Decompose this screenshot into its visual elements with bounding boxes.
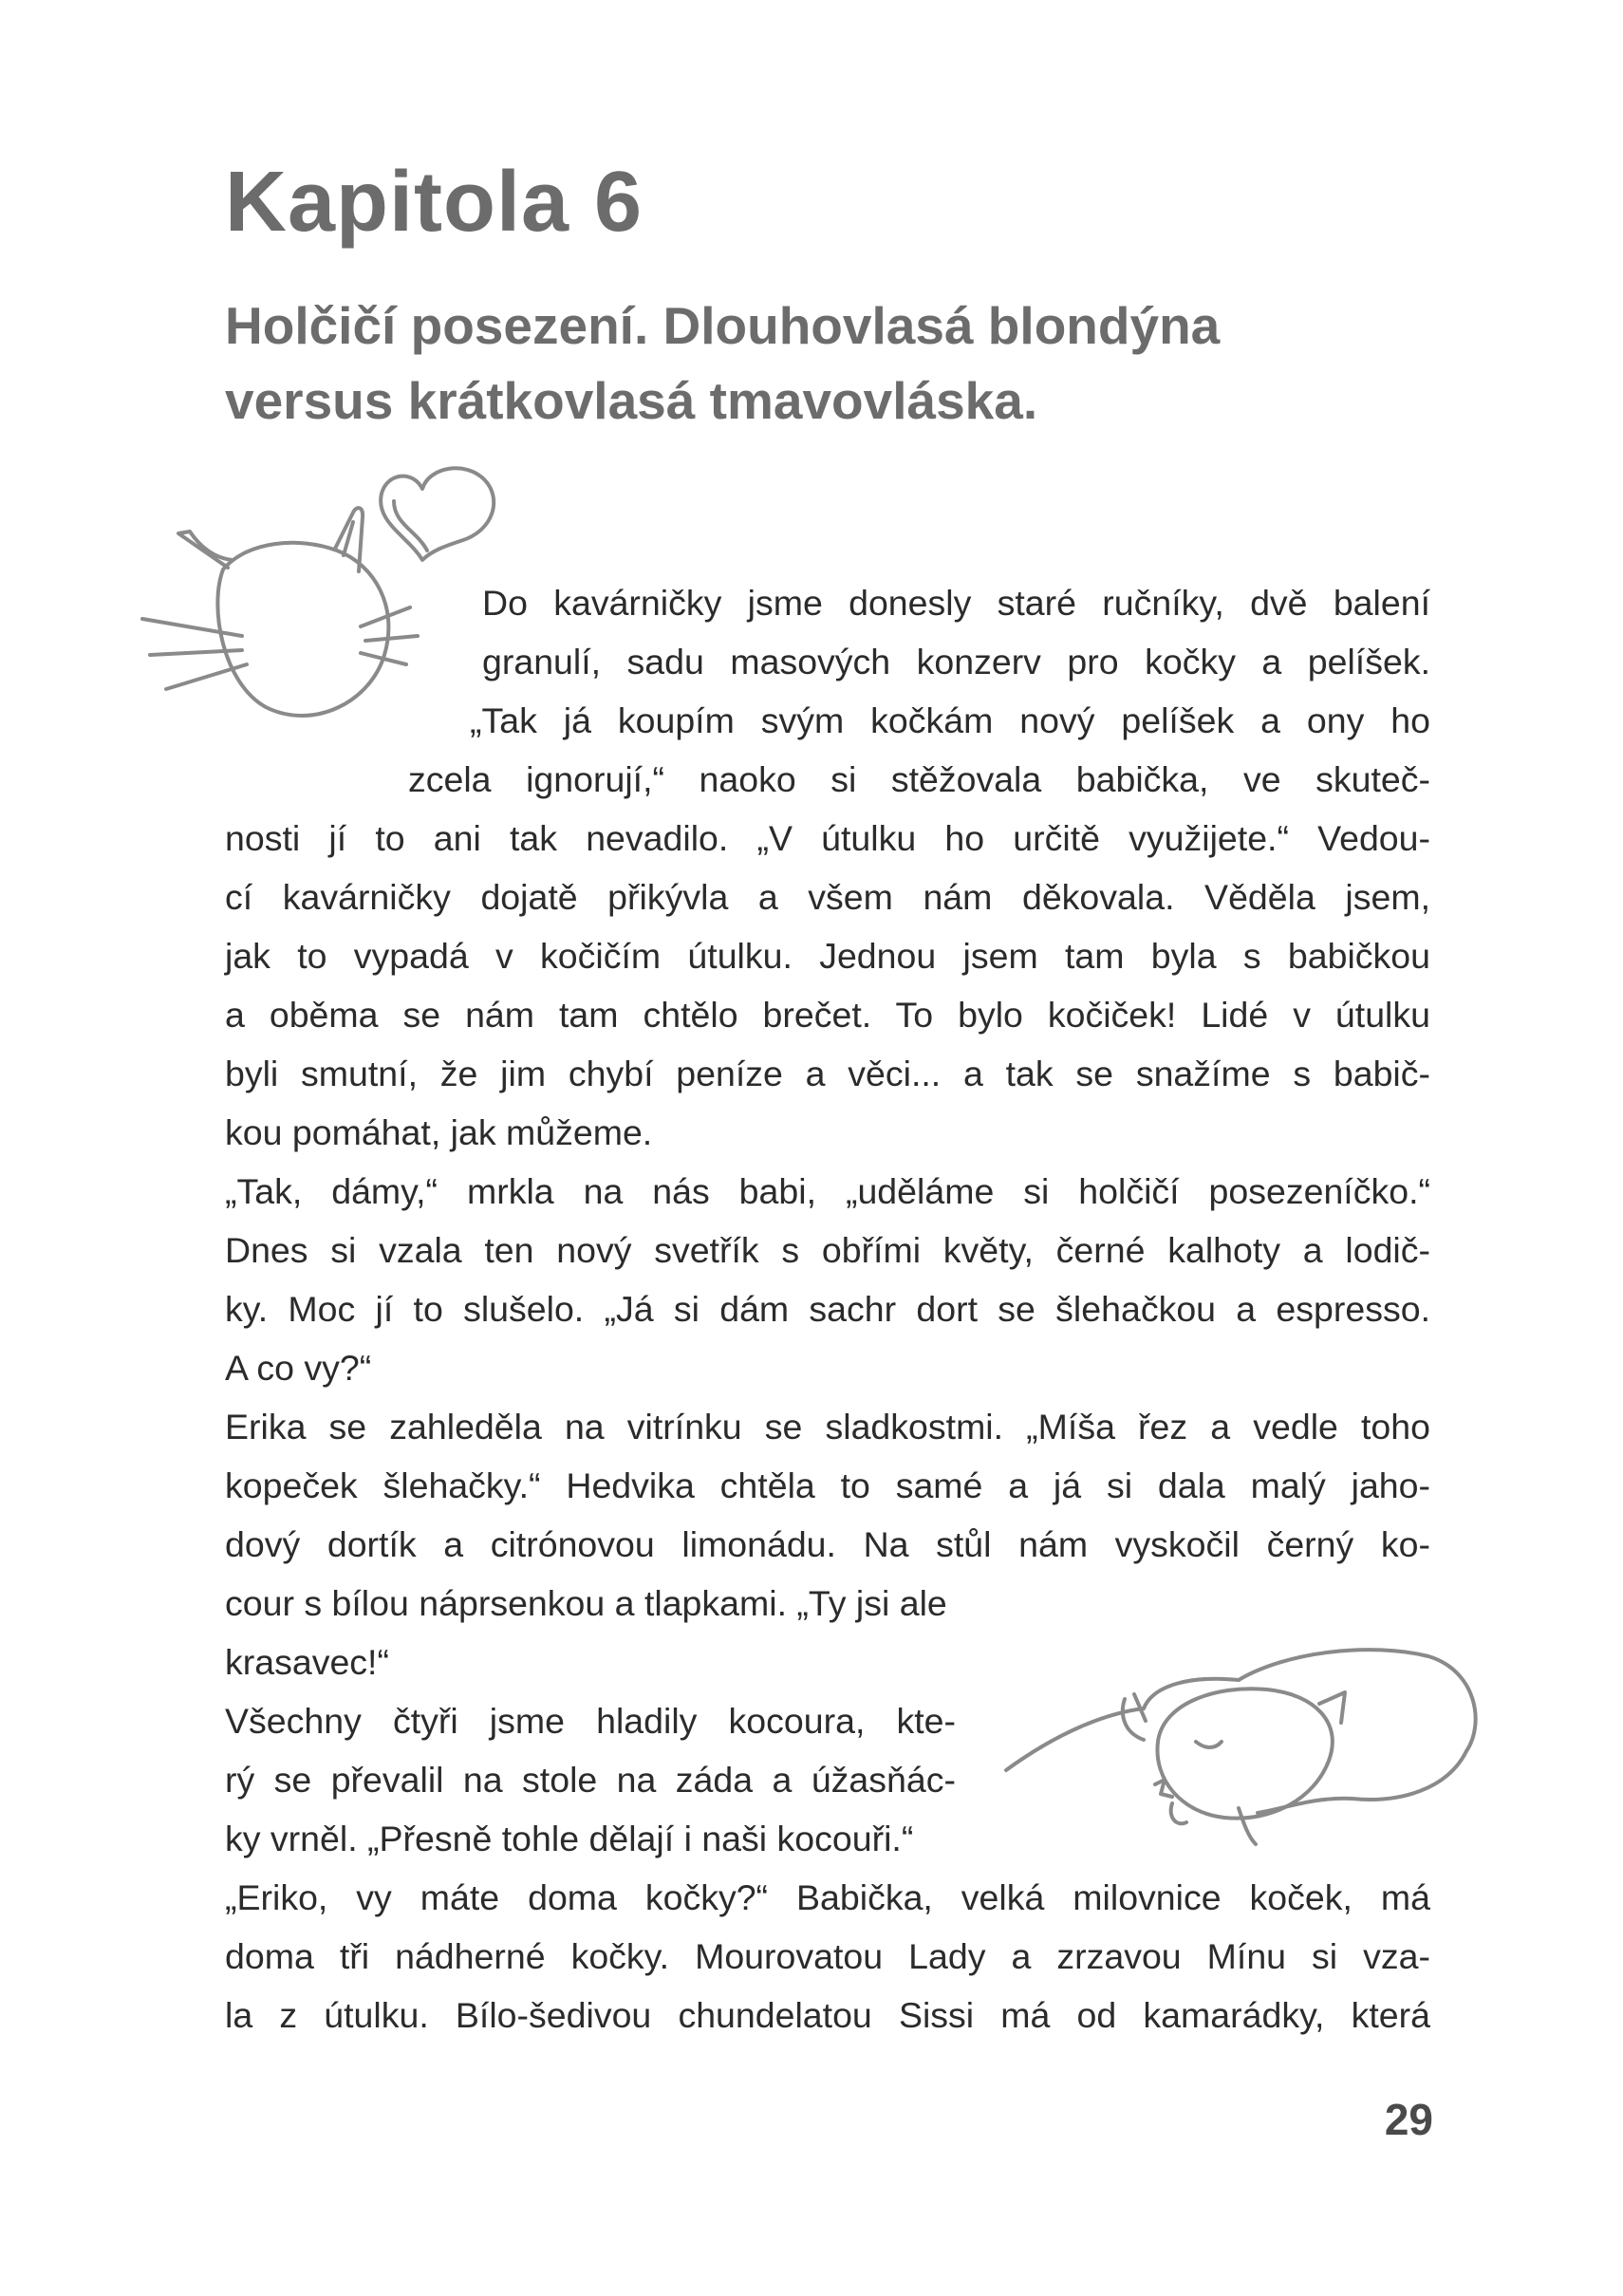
text-line: A co vy?“ <box>225 1348 372 1388</box>
text-line: a oběma se nám tam chtělo brečet. To bylo kočiček! Lidé v útulku <box>225 995 1430 1035</box>
text-line: kou pomáhat, jak můžeme. <box>225 1112 653 1152</box>
text-line: zcela ignorují,“ naoko si stěžovala babička, ve skuteč- <box>408 759 1430 799</box>
text-line: granulí, sadu masových konzerv pro kočky a pelíšek. <box>482 642 1430 681</box>
text-line: cí kavárničky dojatě přikývla a všem nám děkovala. Věděla jsem, <box>225 877 1430 917</box>
page-number: 29 <box>1384 2095 1433 2144</box>
text-line: dový dortík a citrónovou limonádu. Na stůl nám vyskočil černý ko- <box>225 1524 1430 1564</box>
text-line: byli smutní, že jim chybí peníze a věci... a tak se snažíme s babič- <box>225 1054 1430 1093</box>
text-line: kopeček šlehačky.“ Hedvika chtěla to samé a já si dala malý jaho- <box>225 1465 1430 1505</box>
text-line: „Tak já koupím svým kočkám nový pelíšek a ony ho <box>470 700 1430 740</box>
chapter-title: Kapitola 6 <box>225 155 644 250</box>
text-line: krasavec!“ <box>225 1642 389 1682</box>
text-line: ky. Moc jí to slušelo. „Já si dám sachr dort se šlehačkou a espresso. <box>225 1289 1430 1329</box>
text-line: jak to vypadá v kočičím útulku. Jednou jsem tam byla s babičkou <box>225 936 1430 976</box>
text-line: Erika se zahleděla na vitrínku se sladkostmi. „Míša řez a vedle toho <box>225 1407 1430 1447</box>
text-line: Dnes si vzala ten nový svetřík s obřími květy, černé kalhoty a lodič- <box>225 1230 1430 1270</box>
text-line: nosti jí to ani tak nevadilo. „V útulku ho určitě využijete.“ Vedou- <box>225 818 1430 858</box>
text-line: cour s bílou náprsenkou a tlapkami. „Ty jsi ale <box>225 1583 947 1623</box>
text-line: „Tak, dámy,“ mrkla na nás babi, „uděláme si holčičí posezeníčko.“ <box>225 1171 1430 1211</box>
text-line: la z útulku. Bílo-šedivou chundelatou Sissi má od kamarádky, která <box>225 1995 1430 2035</box>
text-line: Do kavárničky jsme donesly staré ručníky, dvě balení <box>482 583 1430 623</box>
text-line: ky vrněl. „Přesně tohle dělají i naši kocouři.“ <box>225 1819 914 1858</box>
chapter-subtitle-line: Holčičí posezení. Dlouhovlasá blondýna <box>225 296 1221 355</box>
text-line: „Eriko, vy máte doma kočky?“ Babička, velká milovnice koček, má <box>225 1877 1430 1917</box>
text-line: rý se převalil na stole na záda a úžasňác- <box>225 1760 956 1800</box>
text-line: Všechny čtyři jsme hladily kocoura, kte- <box>225 1701 956 1741</box>
chapter-subtitle-line: versus krátkovlasá tmavovláska. <box>225 371 1038 430</box>
text-line: doma tři nádherné kočky. Mourovatou Lady a zrzavou Mínu si vza- <box>225 1936 1430 1976</box>
